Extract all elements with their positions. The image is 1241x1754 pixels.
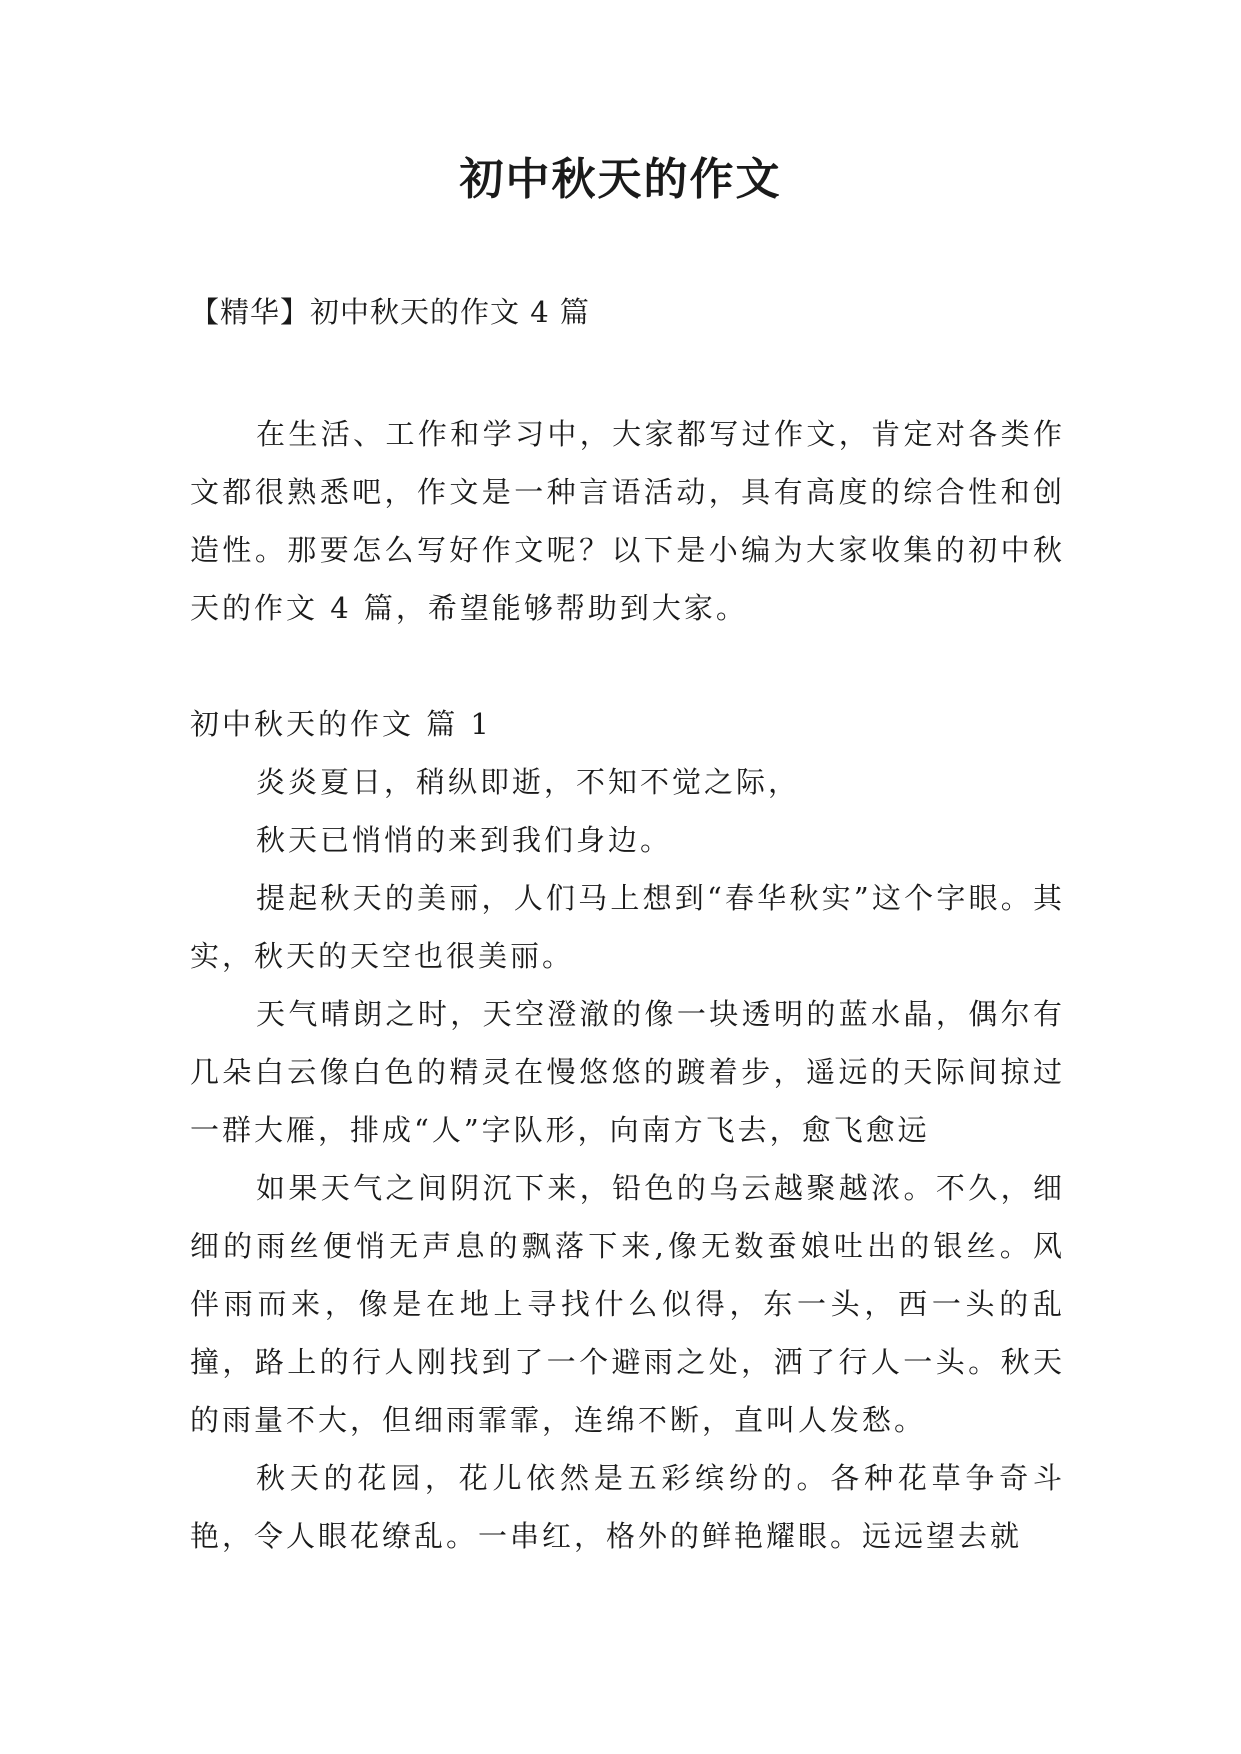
paragraph-2: 秋天已悄悄的来到我们身边。 [256, 823, 673, 857]
intro-paragraph: 在生活、工作和学习中，大家都写过作文，肯定对各类作文都很熟悉吧，作文是一种言语活动，具有高度的综合性和创造性。那要怎么写好作文呢？以下是小编为大家收集的初中秋天的作文 4 篇，希望能够帮助到大家。 [190, 417, 1065, 625]
document-title: 初中秋天的作文 [459, 154, 782, 205]
paragraph-3: 提起秋天的美丽，人们马上想到“春华秋实”这个字眼。其实，秋天的天空也很美丽。 [190, 881, 1065, 973]
document-body [190, 405, 1065, 1565]
paragraph-4: 天气晴朗之时，天空澄澈的像一块透明的蓝水晶，偶尔有几朵白云像白色的精灵在慢悠悠的踱着步，遥远的天际间掠过一群大雁，排成“人”字队形，向南方飞去，愈飞愈远 [190, 997, 1065, 1147]
document-subtitle: 【精华】初中秋天的作文 4 篇 [190, 295, 590, 329]
paragraph-6: 秋天的花园，花儿依然是五彩缤纷的。各种花草争奇斗艳，令人眼花缭乱。一串红，格外的鲜艳耀眼。远远望去就 [190, 1461, 1065, 1553]
paragraph-5: 如果天气之间阴沉下来，铅色的乌云越聚越浓。不久，细细的雨丝便悄无声息的飘落下来,像无数蚕娘吐出的银丝。风伴雨而来，像是在地上寻找什么似得，东一头，西一头的乱撞，路上的行人刚找到了一个避雨之处，洒了行人一头。秋天的雨量不大，但细雨霏霏，连绵不断，直叫人发愁。 [190, 1171, 1065, 1437]
paragraph-1: 炎炎夏日，稍纵即逝，不知不觉之际， [256, 765, 801, 799]
section-heading: 初中秋天的作文 篇 1 [190, 707, 492, 741]
